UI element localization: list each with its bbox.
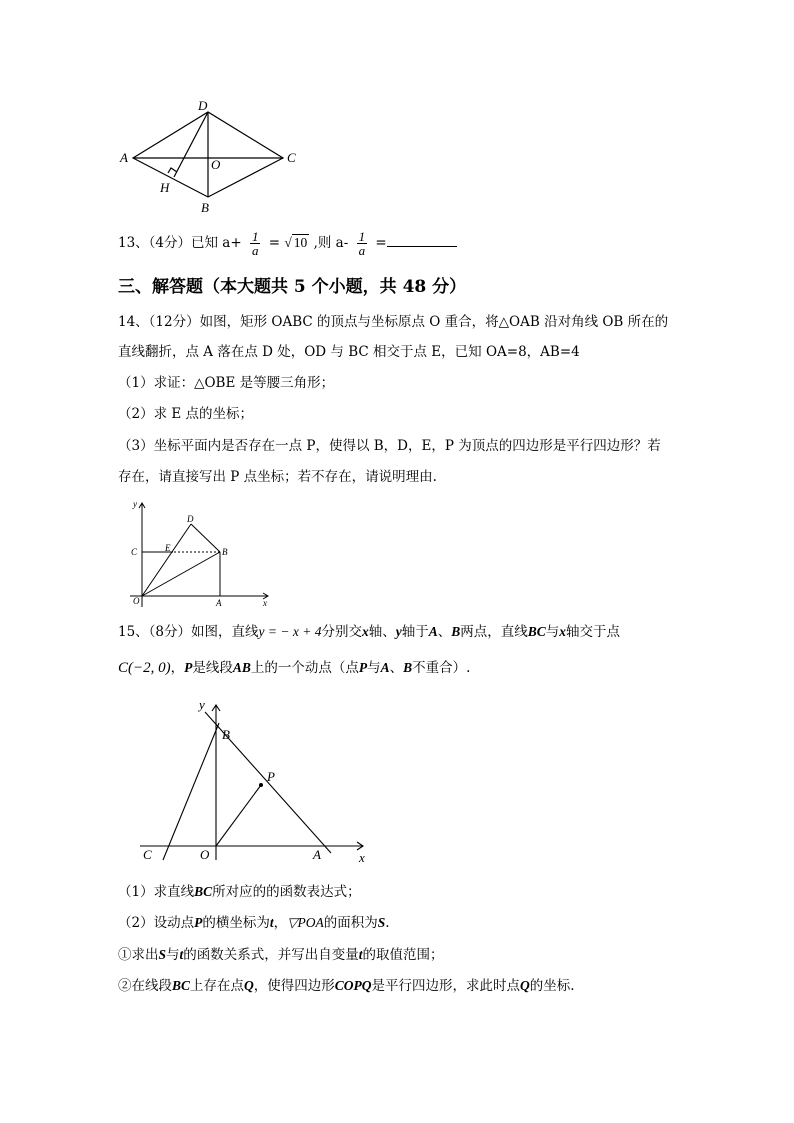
segment-op <box>216 785 261 846</box>
question-13: 13、（4分）已知 a+ $\frac{1}{a}$ = √ 10 ,则 a- $\frac{1}{a}$ = <box>118 230 457 257</box>
segment-ob <box>142 552 220 596</box>
right-angle-mark <box>168 168 177 173</box>
sqrt-10: √ 10 <box>284 235 308 250</box>
q15-line2: C(−2, 0)，P是线段AB上的一个动点（点P与A、B不重合）. <box>118 660 471 676</box>
label-O: O <box>200 847 210 862</box>
label-B: B <box>201 200 209 215</box>
q14-part1: （1）求证：△OBE 是等腰三角形； <box>118 375 335 391</box>
label-B: B <box>222 547 228 557</box>
q15-figure <box>135 695 375 870</box>
label-D: D <box>198 98 208 113</box>
q15-part1: （1）求直线BC所对应的的函数表达式； <box>118 884 361 900</box>
label-C: C <box>287 150 296 165</box>
label-A: A <box>313 847 321 862</box>
q15-subpart1: ①求出S与t的函数关系式，并写出自变量t的取值范围； <box>118 947 444 963</box>
label-E: E <box>165 543 171 553</box>
fraction-1-over-a: $\frac{1}{a}$ <box>251 229 259 258</box>
segment-db <box>191 524 220 552</box>
q14-part3b: 存在，请直接写出 P 点坐标；若不存在，请说明理由. <box>118 469 437 485</box>
label-O: O <box>211 157 221 172</box>
label-A: A <box>216 598 222 608</box>
label-C: C <box>131 547 138 557</box>
q15-part2: （2）设动点P的横坐标为t，▽POA的面积为S. <box>118 915 390 931</box>
label-O: O <box>133 596 140 606</box>
line-bc <box>163 723 219 860</box>
label-B: B <box>222 727 230 742</box>
q14-line2: 直线翻折，点 A 落在点 D 处，OD 与 BC 相交于点 E，已知 OA=8，AB=4 <box>118 344 580 360</box>
point-P <box>259 783 263 787</box>
answer-blank <box>387 232 457 247</box>
section-heading: 三、解答题（本大题共 5 个小题，共 48 分） <box>118 277 467 297</box>
label-A: A <box>120 150 128 165</box>
fraction-1-over-a-2: $\frac{1}{a}$ <box>358 229 366 258</box>
label-x: x <box>359 850 365 865</box>
label-H: H <box>160 180 170 195</box>
q14-line1: 14、（12分）如图，矩形 OABC 的顶点与坐标原点 O 重合，将△OAB 沿对角线 OB 所在的 <box>118 314 669 330</box>
label-D: D <box>187 514 194 524</box>
segment-od <box>142 524 191 596</box>
q14-part2: （2）求 E 点的坐标； <box>118 406 254 422</box>
label-y: y <box>199 697 205 712</box>
label-P: P <box>267 769 275 784</box>
label-y: y <box>133 499 137 509</box>
q15-line1: 15、（8分）如图，直线y = − x + 4分别交x轴、y轴于A、B两点，直线BC与x轴交于点 <box>118 624 621 640</box>
q14-part3a: （3）坐标平面内是否存在一点 P，使得以 B，D，E，P 为顶点的四边形是平行四边形？若 <box>118 438 661 454</box>
q14-figure <box>120 495 280 613</box>
q15-subpart2: ②在线段BC上存在点Q，使得四边形COPQ是平行四边形，求此时点Q的坐标. <box>118 978 575 994</box>
rhombus-figure <box>110 95 310 220</box>
label-C: C <box>143 847 152 862</box>
label-x: x <box>263 598 267 608</box>
